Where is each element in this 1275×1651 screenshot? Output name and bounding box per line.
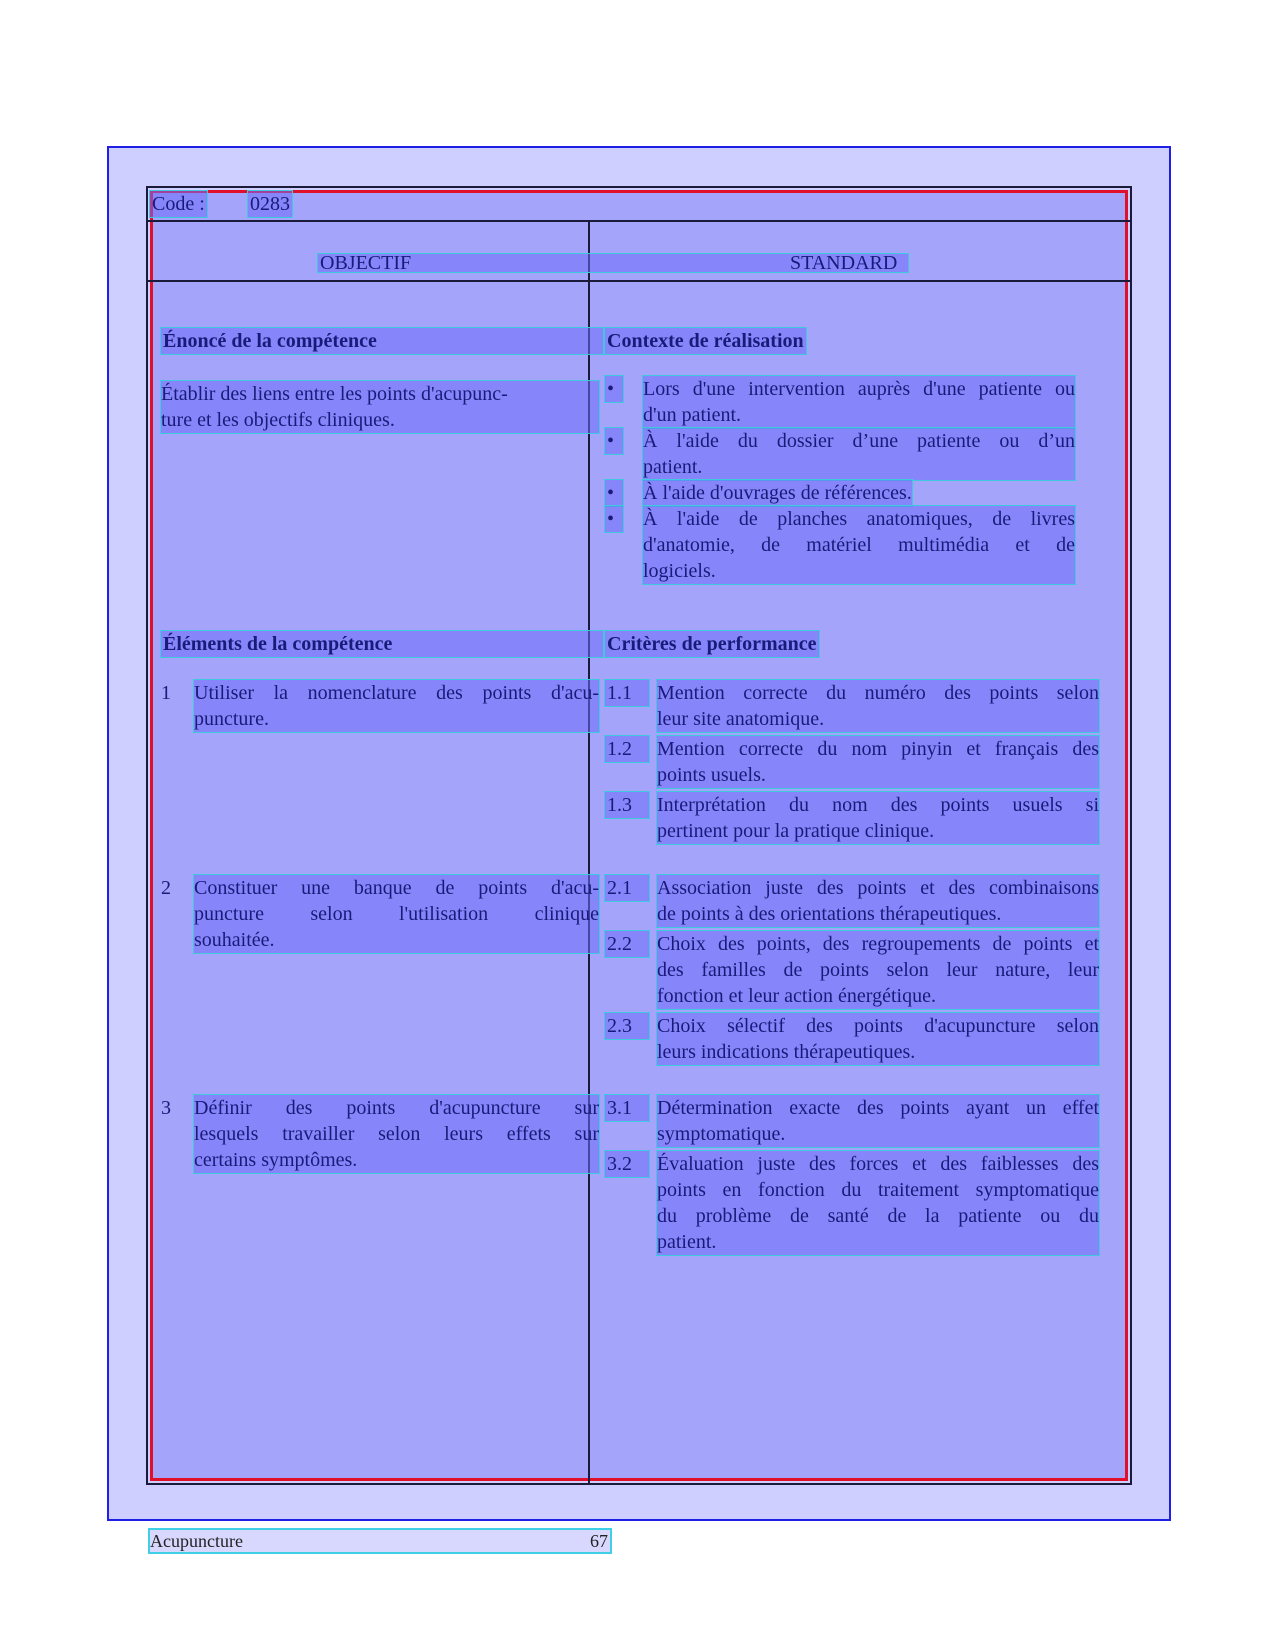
- contexte-line: À l'aide d'ouvrages de références.: [643, 482, 912, 504]
- element-line: souhaitée.: [194, 929, 275, 951]
- contexte-item: [605, 428, 1075, 480]
- criteria-number: 3.1: [605, 1095, 649, 1121]
- criteria-line: Détermination exacte des points ayant un effet: [657, 1097, 1099, 1119]
- element-line: Constituer une banque de points d'acu-: [194, 877, 599, 899]
- column-header-standard: STANDARD: [790, 252, 898, 274]
- criteria-line: points en fonction du traitement symptomatique: [657, 1179, 1099, 1201]
- element-text: [194, 875, 599, 953]
- criteria-number: 1.2: [605, 736, 649, 762]
- criteria-line: Mention correcte du numéro des points selon: [657, 682, 1099, 704]
- element-text: [194, 1095, 599, 1173]
- contexte-item-text: [643, 376, 1075, 428]
- contexte-item-text: [643, 428, 1075, 480]
- contexte-item: [605, 480, 1075, 506]
- criteria-number: 1.1: [605, 680, 649, 706]
- criteria-line: Évaluation juste des forces et des faiblesses des: [657, 1153, 1099, 1175]
- column-header-divider: [148, 280, 1130, 282]
- bullet-icon: •: [605, 376, 623, 402]
- page-number: 67: [590, 1531, 608, 1551]
- element-line: puncture selon l'utilisation clinique: [194, 903, 599, 925]
- element-number: 1: [161, 682, 171, 704]
- element-number: 2: [161, 877, 171, 899]
- criteria-line: Interprétation du nom des points usuels si: [657, 794, 1099, 816]
- column-header-objectif: OBJECTIF: [320, 252, 412, 274]
- contexte-line: Lors d'une intervention auprès d'une patiente ou: [643, 378, 1075, 400]
- contexte-item: [605, 376, 1075, 428]
- element-line: Utiliser la nomenclature des points d'acu-: [194, 682, 599, 704]
- criteria-line: des familles de points selon leur nature, leur: [657, 959, 1099, 981]
- criteria-line: patient.: [657, 1231, 717, 1253]
- criteria-text: [657, 931, 1099, 1009]
- contexte-line: À l'aide du dossier d’une patiente ou d’un: [643, 430, 1075, 452]
- criteria-line: Choix des points, des regroupements de points et: [657, 933, 1099, 955]
- element-line: Définir des points d'acupuncture sur: [194, 1097, 599, 1119]
- criteria-number: 2.2: [605, 931, 649, 957]
- criteria-number: 2.3: [605, 1013, 649, 1039]
- element-line: lesquels travailler selon leurs effets sur: [194, 1123, 599, 1145]
- criteria-number: 3.2: [605, 1151, 649, 1177]
- criteria-text: [657, 680, 1099, 732]
- contexte-line: d'anatomie, de matériel multimédia et de: [643, 534, 1075, 556]
- criteria-number: 1.3: [605, 792, 649, 818]
- enonce-line: ture et les objectifs cliniques.: [161, 409, 395, 431]
- bullet-icon: •: [605, 480, 623, 506]
- bullet-icon: •: [605, 428, 623, 454]
- enonce-title: Énoncé de la compétence: [161, 328, 603, 354]
- contexte-title: Contexte de réalisation: [607, 330, 804, 352]
- contexte-item-text: [643, 480, 912, 506]
- page-footer: [150, 1530, 610, 1552]
- criteria-text: [657, 875, 1099, 927]
- enonce-text: [161, 381, 599, 433]
- element-number: 3: [161, 1097, 171, 1119]
- contexte-line: d'un patient.: [643, 404, 742, 426]
- criteria-line: points usuels.: [657, 764, 766, 786]
- contexte-line: patient.: [643, 456, 703, 478]
- criteria-line: symptomatique.: [657, 1123, 786, 1145]
- criteria-line: leurs indications thérapeutiques.: [657, 1041, 916, 1063]
- criteria-line: Choix sélectif des points d'acupuncture selon: [657, 1015, 1099, 1037]
- code-label: Code :: [152, 193, 205, 215]
- code-value: 0283: [250, 193, 290, 215]
- bullet-icon: •: [605, 506, 623, 532]
- elements-title: Éléments de la compétence: [161, 631, 603, 657]
- contexte-item: [605, 506, 1075, 584]
- criteria-text: [657, 1151, 1099, 1255]
- contexte-line: logiciels.: [643, 560, 716, 582]
- criteria-number: 2.1: [605, 875, 649, 901]
- criteria-text: [657, 736, 1099, 788]
- element-line: puncture.: [194, 708, 269, 730]
- contexte-line: À l'aide de planches anatomiques, de livres: [643, 508, 1075, 530]
- criteria-text: [657, 1095, 1099, 1147]
- criteria-line: fonction et leur action énergétique.: [657, 985, 936, 1007]
- criteres-title: Critères de performance: [607, 633, 817, 655]
- element-line: certains symptômes.: [194, 1149, 358, 1171]
- enonce-line: Établir des liens entre les points d'acupunc-: [161, 383, 508, 405]
- criteria-line: pertinent pour la pratique clinique.: [657, 820, 935, 842]
- criteria-line: Association juste des points et des combinaisons: [657, 877, 1099, 899]
- criteria-text: [657, 1013, 1099, 1065]
- footer-title: Acupuncture: [150, 1531, 243, 1551]
- criteria-text: [657, 792, 1099, 844]
- element-text: [194, 680, 599, 732]
- criteria-line: du problème de santé de la patiente ou du: [657, 1205, 1099, 1227]
- contexte-item-text: [643, 506, 1075, 584]
- header-divider: [148, 220, 1130, 222]
- criteria-line: Mention correcte du nom pinyin et français des: [657, 738, 1099, 760]
- criteria-line: de points à des orientations thérapeutiques.: [657, 903, 1002, 925]
- criteria-line: leur site anatomique.: [657, 708, 825, 730]
